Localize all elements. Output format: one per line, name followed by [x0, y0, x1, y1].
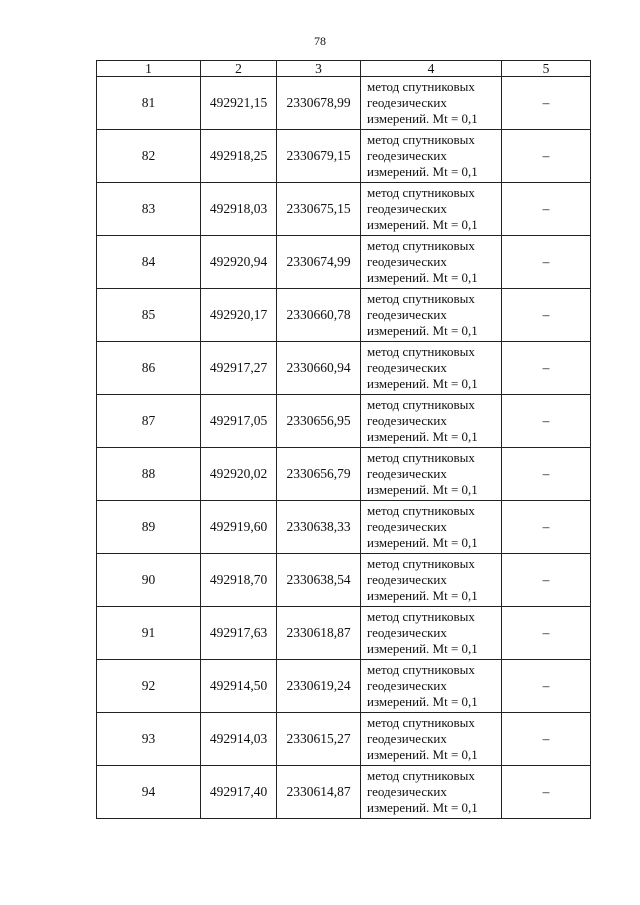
point-number-cell: 91 — [97, 607, 201, 660]
y-coordinate-cell: 2330638,54 — [277, 554, 361, 607]
x-coordinate-cell: 492917,27 — [201, 342, 277, 395]
method-cell — [361, 236, 502, 289]
x-coordinate-cell: 492914,50 — [201, 660, 277, 713]
method-cell — [361, 501, 502, 554]
point-number-cell: 94 — [97, 766, 201, 819]
method-line: метод спутниковых — [367, 344, 475, 359]
note-cell: – — [502, 395, 591, 448]
y-coordinate-cell: 2330638,33 — [277, 501, 361, 554]
method-line: геодезических — [367, 360, 447, 375]
method-line: геодезических — [367, 201, 447, 216]
note-cell: – — [502, 660, 591, 713]
point-number-cell: 83 — [97, 183, 201, 236]
note-cell: – — [502, 554, 591, 607]
x-coordinate-cell: 492914,03 — [201, 713, 277, 766]
method-line: метод спутниковых — [367, 238, 475, 253]
point-number-cell: 86 — [97, 342, 201, 395]
note-cell: – — [502, 607, 591, 660]
note-cell: – — [502, 766, 591, 819]
y-coordinate-cell: 2330656,95 — [277, 395, 361, 448]
table-row — [97, 183, 591, 236]
method-cell — [361, 713, 502, 766]
method-cell — [361, 130, 502, 183]
method-cell — [361, 342, 502, 395]
method-cell — [361, 395, 502, 448]
y-coordinate-cell: 2330615,27 — [277, 713, 361, 766]
x-coordinate-cell: 492919,60 — [201, 501, 277, 554]
point-number-cell: 88 — [97, 448, 201, 501]
method-line: метод спутниковых — [367, 450, 475, 465]
method-cell — [361, 554, 502, 607]
method-line: геодезических — [367, 466, 447, 481]
method-line: геодезических — [367, 678, 447, 693]
table-row — [97, 448, 591, 501]
method-cell — [361, 289, 502, 342]
note-cell: – — [502, 289, 591, 342]
method-line: геодезических — [367, 784, 447, 799]
x-coordinate-cell: 492918,03 — [201, 183, 277, 236]
y-coordinate-cell: 2330619,24 — [277, 660, 361, 713]
method-line: метод спутниковых — [367, 609, 475, 624]
point-number-cell: 81 — [97, 77, 201, 130]
column-header-4: 4 — [361, 61, 502, 77]
note-cell: – — [502, 236, 591, 289]
method-line: метод спутниковых — [367, 768, 475, 783]
point-number-cell: 84 — [97, 236, 201, 289]
note-cell: – — [502, 501, 591, 554]
x-coordinate-cell: 492917,05 — [201, 395, 277, 448]
method-line: измерений. Mt = 0,1 — [367, 164, 478, 179]
point-number-cell: 93 — [97, 713, 201, 766]
method-line: измерений. Mt = 0,1 — [367, 482, 478, 497]
method-line: измерений. Mt = 0,1 — [367, 217, 478, 232]
note-cell: – — [502, 342, 591, 395]
table-header-row — [97, 61, 591, 77]
note-cell: – — [502, 77, 591, 130]
method-line: геодезических — [367, 254, 447, 269]
method-line: измерений. Mt = 0,1 — [367, 323, 478, 338]
y-coordinate-cell: 2330618,87 — [277, 607, 361, 660]
method-line: измерений. Mt = 0,1 — [367, 641, 478, 656]
method-line: метод спутниковых — [367, 132, 475, 147]
table-row — [97, 236, 591, 289]
method-line: метод спутниковых — [367, 715, 475, 730]
method-line: метод спутниковых — [367, 79, 475, 94]
table-row — [97, 77, 591, 130]
point-number-cell: 87 — [97, 395, 201, 448]
method-line: измерений. Mt = 0,1 — [367, 535, 478, 550]
y-coordinate-cell: 2330656,79 — [277, 448, 361, 501]
method-line: измерений. Mt = 0,1 — [367, 694, 478, 709]
table-row — [97, 289, 591, 342]
point-number-cell: 85 — [97, 289, 201, 342]
method-line: геодезических — [367, 95, 447, 110]
y-coordinate-cell: 2330674,99 — [277, 236, 361, 289]
table-row — [97, 713, 591, 766]
point-number-cell: 92 — [97, 660, 201, 713]
x-coordinate-cell: 492920,94 — [201, 236, 277, 289]
x-coordinate-cell: 492917,40 — [201, 766, 277, 819]
x-coordinate-cell: 492921,15 — [201, 77, 277, 130]
table-row — [97, 501, 591, 554]
method-line: геодезических — [367, 148, 447, 163]
method-line: метод спутниковых — [367, 662, 475, 677]
method-line: геодезических — [367, 625, 447, 640]
point-number-cell: 89 — [97, 501, 201, 554]
method-cell — [361, 607, 502, 660]
method-cell — [361, 77, 502, 130]
x-coordinate-cell: 492918,25 — [201, 130, 277, 183]
point-number-cell: 90 — [97, 554, 201, 607]
method-line: метод спутниковых — [367, 397, 475, 412]
table-row — [97, 660, 591, 713]
column-header-2: 2 — [201, 61, 277, 77]
method-cell — [361, 448, 502, 501]
method-line: измерений. Mt = 0,1 — [367, 376, 478, 391]
coordinates-table — [96, 60, 591, 819]
method-line: геодезических — [367, 413, 447, 428]
table-row — [97, 607, 591, 660]
method-line: метод спутниковых — [367, 185, 475, 200]
table-row — [97, 554, 591, 607]
y-coordinate-cell: 2330614,87 — [277, 766, 361, 819]
method-line: измерений. Mt = 0,1 — [367, 747, 478, 762]
note-cell: – — [502, 713, 591, 766]
method-line: геодезических — [367, 519, 447, 534]
table-row — [97, 766, 591, 819]
method-cell — [361, 183, 502, 236]
column-header-3: 3 — [277, 61, 361, 77]
method-cell — [361, 766, 502, 819]
table-row — [97, 395, 591, 448]
table-row — [97, 130, 591, 183]
method-line: измерений. Mt = 0,1 — [367, 588, 478, 603]
x-coordinate-cell: 492918,70 — [201, 554, 277, 607]
method-line: измерений. Mt = 0,1 — [367, 429, 478, 444]
page-number: 78 — [314, 34, 326, 48]
method-line: геодезических — [367, 731, 447, 746]
note-cell: – — [502, 183, 591, 236]
method-line: измерений. Mt = 0,1 — [367, 800, 478, 815]
table-row — [97, 342, 591, 395]
method-line: метод спутниковых — [367, 503, 475, 518]
y-coordinate-cell: 2330675,15 — [277, 183, 361, 236]
method-line: измерений. Mt = 0,1 — [367, 270, 478, 285]
x-coordinate-cell: 492920,02 — [201, 448, 277, 501]
column-header-5: 5 — [502, 61, 591, 77]
method-cell — [361, 660, 502, 713]
point-number-cell: 82 — [97, 130, 201, 183]
x-coordinate-cell: 492917,63 — [201, 607, 277, 660]
note-cell: – — [502, 130, 591, 183]
column-header-1: 1 — [97, 61, 201, 77]
y-coordinate-cell: 2330660,94 — [277, 342, 361, 395]
method-line: измерений. Mt = 0,1 — [367, 111, 478, 126]
method-line: метод спутниковых — [367, 291, 475, 306]
note-cell: – — [502, 448, 591, 501]
x-coordinate-cell: 492920,17 — [201, 289, 277, 342]
method-line: геодезических — [367, 307, 447, 322]
y-coordinate-cell: 2330678,99 — [277, 77, 361, 130]
method-line: геодезических — [367, 572, 447, 587]
y-coordinate-cell: 2330660,78 — [277, 289, 361, 342]
method-line: метод спутниковых — [367, 556, 475, 571]
y-coordinate-cell: 2330679,15 — [277, 130, 361, 183]
